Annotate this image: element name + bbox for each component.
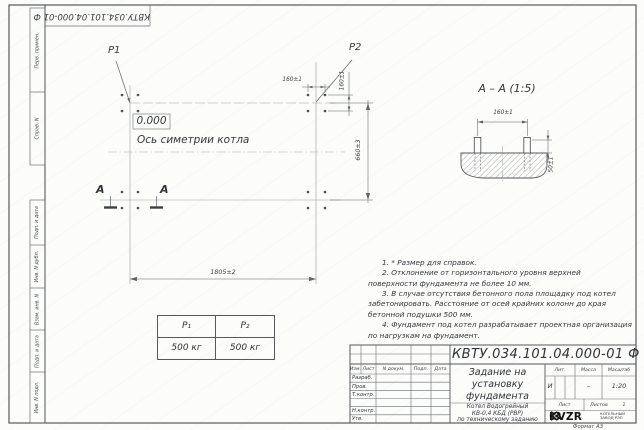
technical-notes — [368, 258, 632, 341]
corner-doc-number: КВТУ.034.101.04.000-01 Ф — [33, 11, 150, 21]
side-label-vzam-inv: Взам. инв. N — [35, 293, 40, 325]
loads-table — [157, 315, 275, 360]
sheets-header: Листов — [590, 403, 608, 408]
subtitle-line-2: КВ-0,4 КБД (РВР) — [471, 410, 524, 417]
dim-bolt-spacing-y: 160±1 — [339, 70, 345, 90]
subtitle-line-1: Котел Водогрейный — [466, 404, 529, 410]
side-label-inv-podl: Инв. N подл. — [35, 381, 40, 414]
title-block-doc-number: КВТУ.034.101.04.000-01 Ф — [452, 347, 640, 362]
symmetry-axis-label: Ось симетрии котла — [137, 134, 250, 146]
note-2: 2. Отклонение от горизонтального уровня верхней поверхности фундамента не более 10 мм. — [368, 268, 581, 288]
logo-caption-line-2: ЗАВОД РЭП — [600, 415, 623, 421]
side-label-podp-data-2: Подп. и дата — [35, 334, 40, 368]
title-block-subtitle — [450, 404, 545, 424]
col-header-podp: Подп. — [413, 367, 429, 372]
kvzr-logo — [549, 411, 582, 423]
title-block-title: Задание на установку фундамента — [466, 367, 529, 402]
loads-table-header-p2: P₂ — [216, 316, 274, 338]
section-letter-right: А — [160, 183, 169, 196]
load-point-p1-label: P1 — [108, 45, 121, 56]
dim-bolt-spacing-x: 160±1 — [282, 76, 302, 83]
anchor-bolt-section — [474, 138, 481, 154]
row-label-prov: Пров. — [352, 383, 368, 390]
anchor-bolt-dots — [121, 94, 327, 210]
concrete-foundation-section — [461, 153, 547, 178]
logo-caption-line-1: КОТЕЛЬНЫЙ — [600, 410, 625, 416]
col-header-data: Дата — [434, 367, 447, 372]
row-label-nkontr: Н.контр. — [352, 408, 376, 414]
section-view-title: А – А (1:5) — [478, 82, 536, 95]
mass-header: Масса — [581, 368, 596, 373]
sheet-header: Лист — [558, 403, 571, 408]
kvzr-coil-icon — [549, 411, 562, 422]
lit-value: И — [547, 382, 553, 390]
side-label-podp-data-1: Подп. и дата — [35, 206, 40, 239]
anchor-bolt-section — [524, 138, 531, 154]
dim-foundation-height: 660±3 — [355, 139, 362, 161]
col-header-ndocum: N докум. — [382, 367, 405, 372]
side-label-perv-primen: Перв. примен. — [35, 32, 40, 69]
kvzr-logo-text: KVZR — [549, 411, 583, 423]
scale-header: Масштаб — [607, 368, 631, 373]
section-letter-left: А — [96, 183, 105, 196]
load-point-p2-label: P2 — [349, 42, 362, 53]
row-label-razrab: Разраб. — [352, 375, 373, 381]
loads-table-value-p1: 500 кг — [158, 338, 216, 360]
side-label-inv-dubl: Инв. N дубл. — [35, 250, 40, 283]
row-label-tkontr: Т.контр. — [352, 391, 375, 398]
row-label-utv: Утв. — [352, 416, 363, 422]
lit-header: Лит. — [554, 368, 566, 373]
dim-section-bolt-height: 50±1 — [548, 156, 555, 172]
col-header-izm: Изм. — [349, 367, 362, 372]
scale-value: 1:20 — [611, 382, 627, 390]
loads-table-value-p2: 500 кг — [229, 343, 261, 354]
col-header-list: Лист — [362, 367, 375, 372]
note-4: 4. Фундамент под котел разрабатывает проектная организация по нагрузкам на фундамент. — [368, 320, 632, 340]
kvzr-logo-caption — [600, 412, 636, 421]
mass-value: – — [586, 382, 591, 390]
dim-foundation-width: 1805±2 — [210, 268, 236, 276]
dim-section-bolt-spacing: 160±1 — [493, 110, 513, 116]
note-1: 1. * Размер для справок. — [382, 258, 477, 267]
sheets-value: 1 — [622, 403, 626, 408]
elevation-mark: 0.000 — [136, 115, 167, 127]
loads-table-header-p1: P₁ — [158, 316, 216, 338]
side-label-sprav-n: Справ. N — [35, 117, 40, 140]
subtitle-line-3: по техническому заданию — [457, 417, 538, 424]
format-note: Формат А3 — [572, 423, 604, 430]
note-3: 3. В случае отсутствия бетонного пола площадку под котел забетонировать. Расстояние от осей крайних колонн до края бетонной подушки 500 мм. — [368, 289, 616, 319]
